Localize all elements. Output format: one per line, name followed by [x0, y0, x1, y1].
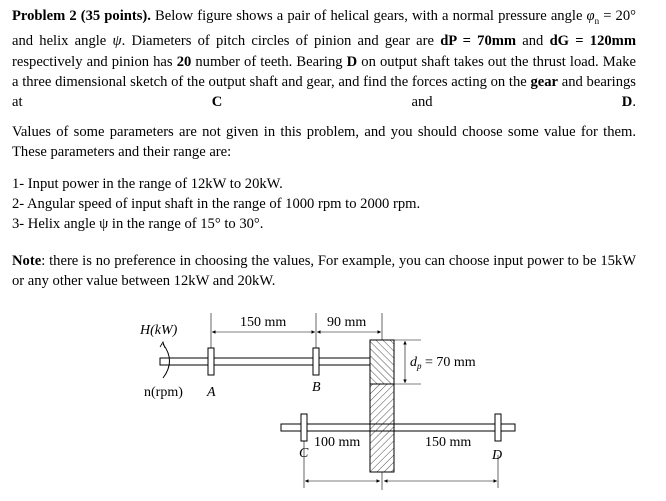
- label-b: B: [312, 380, 321, 395]
- param-item: 1- Input power in the range of 12kW to 20kW.: [12, 176, 283, 192]
- label-a: A: [207, 385, 216, 400]
- text: and: [516, 33, 550, 50]
- text: respectively and pinion has: [12, 53, 177, 70]
- dp-value: dP = 70mm: [440, 33, 517, 50]
- problem-heading: Problem 2 (35 points).: [12, 8, 151, 24]
- dp-label: [410, 355, 476, 371]
- bearing-c: [301, 414, 307, 441]
- bearing-d: [495, 414, 501, 441]
- bearing-a: [208, 348, 214, 375]
- dp-sub: p: [417, 361, 422, 371]
- dim-c-gear-label: 100 mm: [314, 435, 361, 450]
- dg-value: dG = 120mm: [549, 33, 636, 50]
- text: and bearings at: [12, 73, 636, 111]
- param-item: 3- Helix angle ψ in the range of 15° to 30°.: [12, 216, 264, 232]
- dp-symbol: d: [410, 355, 417, 370]
- psi-symbol: ψ: [112, 33, 122, 50]
- text: and: [222, 94, 622, 111]
- bearing-b: [313, 348, 319, 375]
- text: and helix angle: [12, 33, 113, 50]
- dp-value: = 70 mm: [421, 355, 476, 370]
- gear: [370, 384, 394, 472]
- input-shaft: [160, 358, 370, 365]
- pinion: [370, 340, 394, 384]
- text: = 20°: [599, 8, 636, 24]
- power-label: H(kW): [140, 323, 178, 338]
- dim-gear-d-label: 150 mm: [425, 435, 472, 450]
- bearing-d: D: [346, 53, 358, 70]
- phi-symbol: φ: [586, 8, 595, 24]
- text: . Diameters of pitch circles of pinion and gear are: [121, 33, 441, 50]
- params-intro: Values of some parameters are not given in this problem, and you should choose some value for them. These parameters and their range are:: [12, 124, 636, 161]
- label-d: D: [492, 448, 503, 463]
- bearing-d: D: [621, 94, 633, 111]
- note-text: : there is no preference in choosing the values, For example, you can choose input power to be 15kW or any other value between 12kW and 20kW.: [12, 253, 636, 290]
- dim-ab-label: 150 mm: [240, 315, 287, 330]
- text: .: [632, 94, 636, 111]
- teeth-value: 20: [176, 53, 192, 70]
- param-item: 2- Angular speed of input shaft in the range of 1000 rpm to 2000 rpm.: [12, 196, 421, 212]
- dim-b-gear-label: 90 mm: [327, 315, 367, 330]
- label-c: C: [299, 446, 309, 461]
- output-shaft: [281, 424, 515, 431]
- text: Below figure shows a pair of helical gears, with a normal pressure angle: [150, 8, 587, 24]
- text: on output shaft takes out the thrust load. Make a three dimensional sketch of the output shaft and gear, and find the forces acting on the: [12, 53, 636, 90]
- phi-sub: n: [594, 15, 600, 26]
- gear-word: gear: [530, 73, 559, 90]
- speed-label: n(rpm): [144, 385, 183, 400]
- bearing-c: C: [211, 94, 223, 111]
- note-label: Note: [12, 253, 42, 269]
- text: number of teeth. Bearing: [191, 53, 347, 70]
